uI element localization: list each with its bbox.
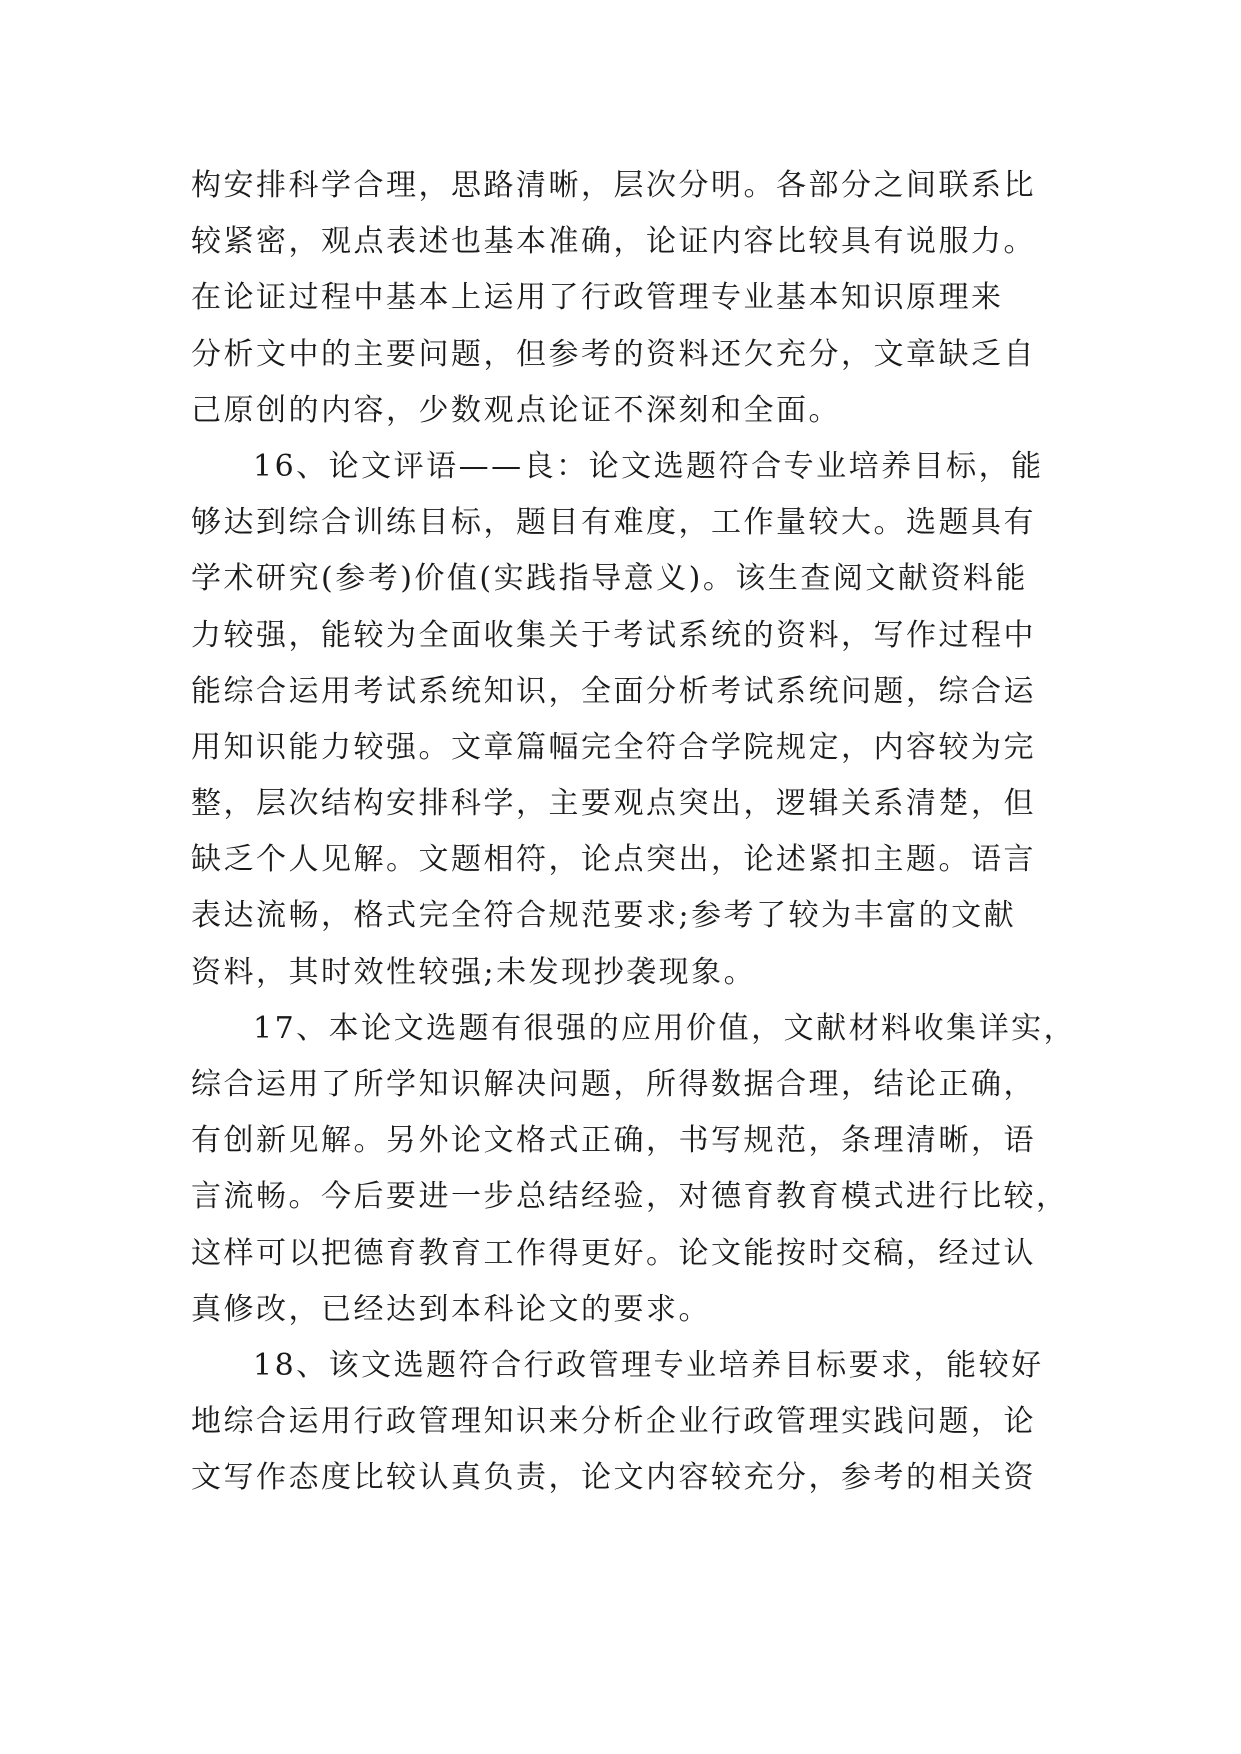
- text-line: 用知识能力较强。文章篇幅完全符合学院规定，内容较为完: [191, 729, 1036, 765]
- text-line: 分析文中的主要问题，但参考的资料还欠充分，文章缺乏自: [191, 336, 1036, 372]
- text-line: 有创新见解。另外论文格式正确，书写规范，条理清晰，语: [191, 1123, 1036, 1159]
- text-line: 己原创的内容，少数观点论证不深刻和全面。: [191, 392, 841, 428]
- text-line: 在论证过程中基本上运用了行政管理专业基本知识原理来: [191, 280, 1004, 316]
- text-line: 言流畅。今后要进一步总结经验，对德育教育模式进行比较，: [191, 1179, 1069, 1215]
- text-line: 真修改，已经达到本科论文的要求。: [191, 1291, 711, 1327]
- text-line: 力较强，能较为全面收集关于考试系统的资料，写作过程中: [191, 617, 1036, 653]
- paragraph-15-continued: [191, 158, 1071, 439]
- text-line: 缺乏个人见解。文题相符，论点突出，论述紧扣主题。语言: [191, 842, 1036, 878]
- text-line: 能综合运用考试系统知识，全面分析考试系统问题，综合运: [191, 673, 1036, 709]
- text-line: 文写作态度比较认真负责，论文内容较充分，参考的相关资: [191, 1460, 1036, 1496]
- text-line-first: 17、本论文选题有很强的应用价值，文献材料收集详实，: [253, 1010, 1077, 1046]
- text-line: 这样可以把德育教育工作得更好。论文能按时交稿，经过认: [191, 1235, 1036, 1271]
- paragraph-16: [191, 439, 1071, 1001]
- text-line: 整，层次结构安排科学，主要观点突出，逻辑关系清楚，但: [191, 786, 1036, 822]
- text-line-first: 16、论文评语——良：论文选题符合专业培养目标，能: [253, 448, 1044, 484]
- text-line: 综合运用了所学知识解决问题，所得数据合理，结论正确，: [191, 1067, 1036, 1102]
- text-line-first: 18、该文选题符合行政管理专业培养目标要求，能较好: [253, 1347, 1044, 1383]
- document-body: [191, 158, 1077, 1507]
- text-line: 较紧密，观点表述也基本准确，论证内容比较具有说服力。: [191, 224, 1036, 260]
- text-line: 够达到综合训练目标，题目有难度，工作量较大。选题具有: [191, 505, 1036, 541]
- text-line: 构安排科学合理，思路清晰，层次分明。各部分之间联系比: [191, 168, 1036, 203]
- text-line: 地综合运用行政管理知识来分析企业行政管理实践问题，论: [191, 1404, 1036, 1440]
- text-line: 学术研究(参考)价值(实践指导意义)。该生查阅文献资料能: [191, 561, 1028, 597]
- paragraph-17: [191, 1001, 1077, 1338]
- text-line: 表达流畅，格式完全符合规范要求;参考了较为丰富的文献: [191, 898, 1017, 934]
- text-line: 资料，其时效性较强;未发现抄袭现象。: [191, 954, 757, 990]
- paragraph-18: [191, 1338, 1071, 1507]
